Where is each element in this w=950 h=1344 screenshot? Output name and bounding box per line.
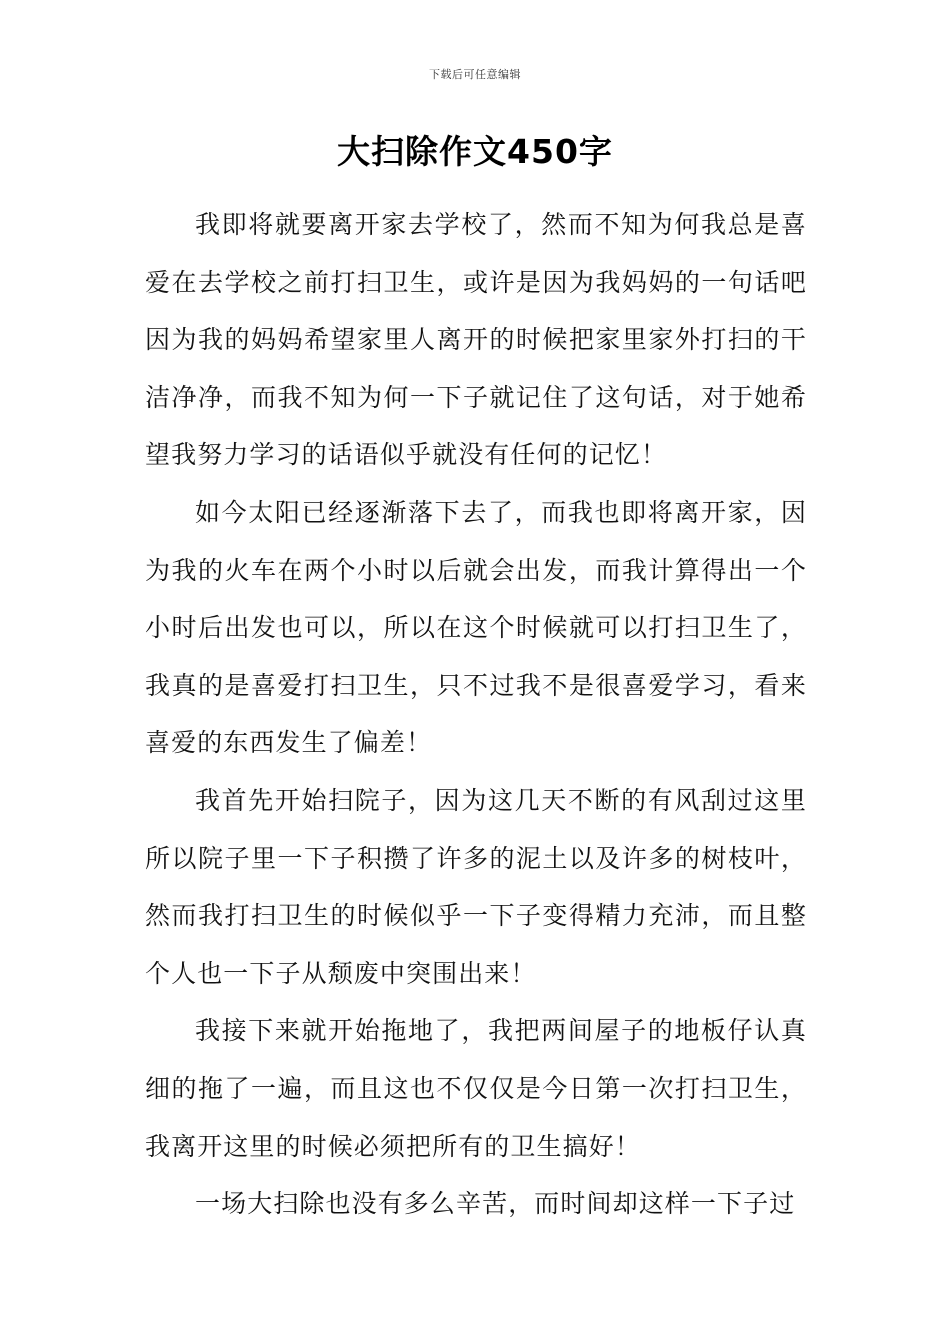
header-note: 下载后可任意编辑: [429, 68, 521, 81]
paragraph: 如今太阳已经逐渐落下去了，而我也即将离开家，因为我的火车在两个小时以后就会出发，而我计算得出一个小时后出发也可以，所以在这个时候就可以打扫卫生了，我真的是喜爱打扫卫生，只不过我不是很喜爱学习，看来喜爱的东西发生了偏差！: [145, 497, 807, 758]
paragraph: 我即将就要离开家去学校了，然而不知为何我总是喜爱在去学校之前打扫卫生，或许是因为我妈妈的一句话吧因为我的妈妈希望家里人离开的时候把家里家外打扫的干洁净净，而我不知为何一下子就记住了这句话，对于她希望我努力学习的话语似乎就没有任何的记忆！: [145, 210, 807, 470]
paragraph: 一场大扫除也没有多么辛苦，而时间却这样一下子过: [195, 1189, 796, 1219]
page-title: 大扫除作文450字: [337, 132, 613, 171]
essay-body: [145, 196, 807, 1233]
paragraph: 我接下来就开始拖地了，我把两间屋子的地板仔认真细的拖了一遍，而且这也不仅仅是今日第一次打扫卫生，我离开这里的时候必须把所有的卫生搞好！: [145, 1016, 807, 1161]
paragraph: 我首先开始扫院子，因为这几天不断的有风刮过这里所以院子里一下子积攒了许多的泥土以及许多的树枝叶，然而我打扫卫生的时候似乎一下子变得精力充沛，而且整个人也一下子从颓废中突围出来！: [145, 785, 807, 988]
